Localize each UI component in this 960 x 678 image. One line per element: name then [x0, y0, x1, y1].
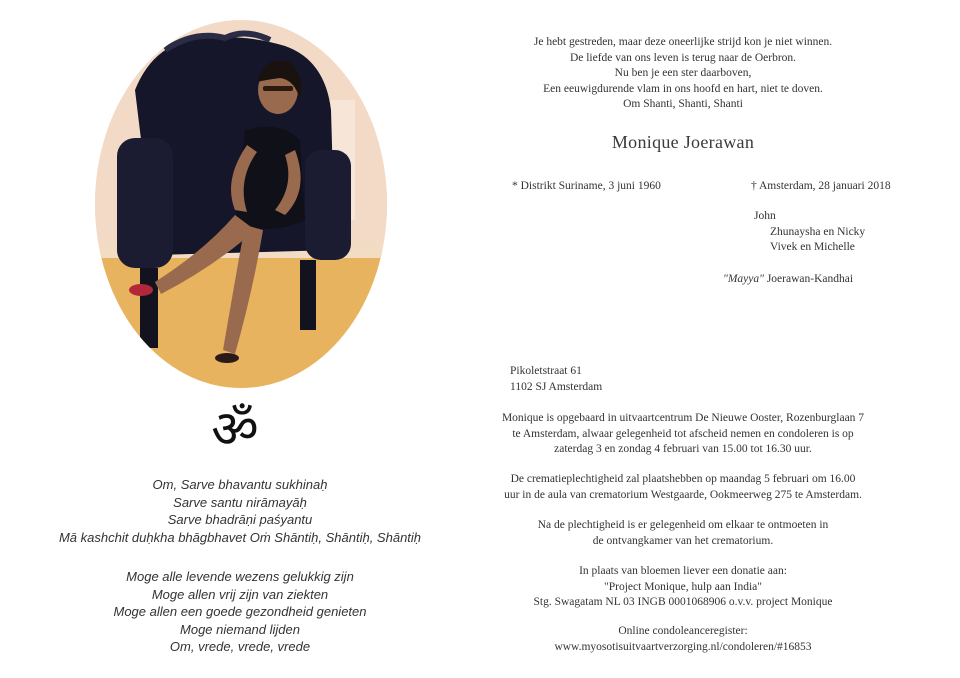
address-street: Pikoletstraat 61 — [510, 365, 582, 377]
condolence-register — [480, 624, 886, 655]
paragraph-line: De crematieplechtigheid zal plaatshebben op maandag 5 februari om 16.00 — [510, 473, 856, 485]
condolence-url[interactable]: www.myosotisuitvaartverzorging.nl/condoleren/#16853 — [554, 640, 812, 653]
mantra-line: Moge niemand lijden — [180, 621, 300, 637]
right-page — [480, 0, 960, 678]
cremation-paragraph — [480, 472, 886, 503]
family-line: Vivek en Michelle — [770, 241, 855, 253]
paragraph-line: te Amsterdam, alwaar gelegenheid tot afscheid nemen en condoleren is op — [512, 427, 854, 440]
mantra-line: Mā kashchit duḥkha bhāgbhavet Oṁ Shāntiḥ, Shāntiḥ, Shāntiḥ — [58, 529, 422, 545]
mantra-line: Sarve santu nirāmayāḥ — [173, 494, 307, 510]
mother-name — [723, 272, 853, 288]
viewing-paragraph — [480, 411, 886, 458]
mantra-line: Om, Sarve bhavantu sukhinaḥ — [152, 477, 328, 492]
mantra-line: Moge allen een goede gezondheid genieten — [113, 604, 367, 619]
mantra-line: Moge allen vrij zijn van ziekten — [151, 586, 329, 602]
mantra-line: Moge alle levende wezens gelukkig zijn — [126, 569, 354, 584]
sanskrit-mantra — [20, 476, 460, 546]
paragraph-line: Na de plechtigheid is er gelegenheid om elkaar te ontmoeten in — [537, 519, 829, 531]
paragraph-line: Online condoleanceregister: — [618, 625, 748, 637]
poem-line: De liefde van ons leven is terug naar de Oerbron. — [569, 51, 797, 64]
poem-line: Nu ben je een ster daarboven, — [614, 67, 752, 79]
donation-paragraph — [480, 564, 886, 611]
poem — [480, 35, 886, 113]
gathering-paragraph — [480, 518, 886, 549]
paragraph-line: de ontvangkamer van het crematorium. — [592, 534, 774, 547]
dutch-mantra — [20, 568, 460, 656]
paragraph-line: Stg. Swagatam NL 03 INGB 0001068906 o.v.v. project Monique — [533, 596, 833, 608]
paragraph-line: Monique is opgebaard in uitvaartcentrum De Nieuwe Ooster, Rozenburglaan 7 — [501, 412, 865, 424]
mantra-line: Sarve bhadrāṇi paśyantu — [167, 512, 313, 527]
poem-line: Om Shanti, Shanti, Shanti — [623, 98, 743, 110]
death-info: † Amsterdam, 28 januari 2018 — [751, 180, 891, 192]
deceased-name: Monique Joerawan — [611, 132, 755, 152]
portrait-illustration — [95, 20, 387, 388]
birth-info: * Distrikt Suriname, 3 juni 1960 — [512, 180, 661, 192]
mother-nickname: "Mayya" — [723, 273, 764, 285]
address-city: 1102 SJ Amsterdam — [510, 380, 603, 393]
family-line: John — [754, 210, 776, 222]
mantra-line: Om, vrede, vrede, vrede — [169, 639, 311, 654]
paragraph-line: "Project Monique, hulp aan India" — [604, 580, 762, 593]
portrait-photo — [95, 20, 387, 388]
poem-line: Je hebt gestreden, maar deze oneerlijke strijd kon je niet winnen. — [533, 36, 833, 48]
paragraph-line: In plaats van bloemen liever een donatie aan: — [579, 565, 787, 577]
paragraph-line: uur in de aula van crematorium Westgaarde, Ookmeerweg 275 te Amsterdam. — [504, 488, 862, 501]
family-line: Zhunaysha en Nicky — [770, 225, 866, 238]
paragraph-line: zaterdag 3 en zondag 4 februari van 15.00 tot 16.30 uur. — [554, 443, 812, 455]
address-block — [510, 364, 602, 395]
mother-surname: Joerawan-Kandhai — [766, 273, 854, 285]
om-symbol-icon: ॐ — [211, 400, 259, 460]
poem-line: Een eeuwigdurende vlam in ons hoofd en hart, niet te doven. — [543, 82, 823, 95]
family-list — [754, 209, 865, 256]
